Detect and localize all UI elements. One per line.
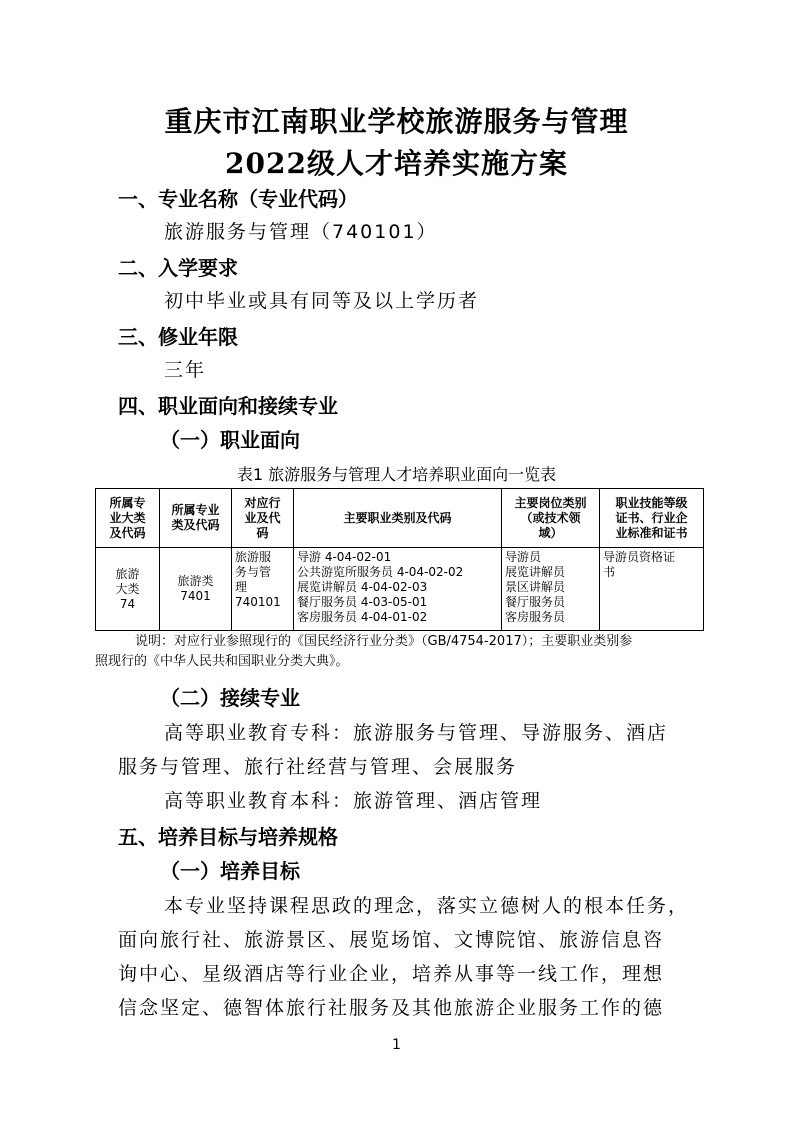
subsection-training-goal-heading: （一）培养目标	[160, 859, 300, 883]
table-header-cell: 主要职业类别及代码	[294, 489, 502, 548]
occupation-table	[95, 488, 704, 631]
page-number: 1	[392, 1037, 401, 1053]
table-row	[96, 548, 704, 631]
continuation-paragraph-1-line-1: 高等职业教育专科：旅游服务与管理、导游服务、酒店	[164, 722, 669, 744]
table-cell: 旅游服 务与管 理 740101	[232, 548, 294, 631]
section-2-text: 初中毕业或具有同等及以上学历者	[164, 290, 480, 312]
section-4-heading: 四、职业面向和接续专业	[118, 394, 338, 418]
section-3-heading: 三、修业年限	[118, 325, 238, 349]
table-header-cell: 职业技能等级 证书、行业企 业标准和证书	[600, 489, 704, 548]
training-goal-line-1: 本专业坚持课程思政的理念，落实立德树人的根本任务，	[164, 895, 690, 917]
subsection-continuation-heading: （二）接续专业	[160, 686, 300, 710]
document-title-line-2: 2022级人才培养实施方案	[225, 147, 568, 180]
training-goal-line-2: 面向旅行社、旅游景区、展览场馆、文博院馆、旅游信息咨	[118, 929, 665, 951]
continuation-paragraph-2: 高等职业教育本科：旅游管理、酒店管理	[164, 790, 543, 812]
table-cell: 旅游类 7401	[160, 548, 232, 631]
table-cell: 导游员 展览讲解员 景区讲解员 餐厅服务员 客房服务员	[502, 548, 600, 631]
training-goal-line-3: 询中心、星级酒店等行业企业，培养从事等一线工作，理想	[118, 963, 665, 985]
section-3-text: 三年	[164, 359, 207, 381]
table-note-line-2: 照现行的《中华人民共和国职业分类大典》。	[95, 654, 349, 669]
table-cell: 导游 4-04-02-01 公共游览所服务员 4-04-02-02 展览讲解员 4-04-02-03 餐厅服务员 4-03-05-01 客房服务员 4-04-01-02	[294, 548, 502, 631]
table-cell: 导游员资格证 书	[600, 548, 704, 631]
table-header-cell: 所属专业 类及代码	[160, 489, 232, 548]
table-caption: 表1 旅游服务与管理人才培养职业面向一览表	[236, 465, 557, 484]
table-header-row	[96, 489, 704, 548]
section-1-text: 旅游服务与管理（740101）	[164, 221, 438, 243]
table-note-line-1: 说明：对应行业参照现行的《国民经济行业分类》（GB/4754-2017）；主要职业类别参	[135, 634, 633, 649]
section-1-heading: 一、专业名称（专业代码）	[118, 187, 358, 211]
document-title-line-1: 重庆市江南职业学校旅游服务与管理	[164, 105, 629, 138]
table-cell: 旅游 大类 74	[96, 548, 160, 631]
subsection-occupation-heading: （一）职业面向	[160, 428, 300, 452]
table-header-cell: 主要岗位类别 （或技术领 域）	[502, 489, 600, 548]
continuation-paragraph-1-line-2: 服务与管理、旅行社经营与管理、会展服务	[118, 756, 518, 778]
training-goal-line-4: 信念坚定、德智体旅行社服务及其他旅游企业服务工作的德	[118, 997, 665, 1019]
section-2-heading: 二、入学要求	[118, 256, 238, 280]
table-header-cell: 对应行 业及代 码	[232, 489, 294, 548]
table-header-cell: 所属专 业大类 及代码	[96, 489, 160, 548]
section-5-heading: 五、培养目标与培养规格	[118, 825, 338, 849]
